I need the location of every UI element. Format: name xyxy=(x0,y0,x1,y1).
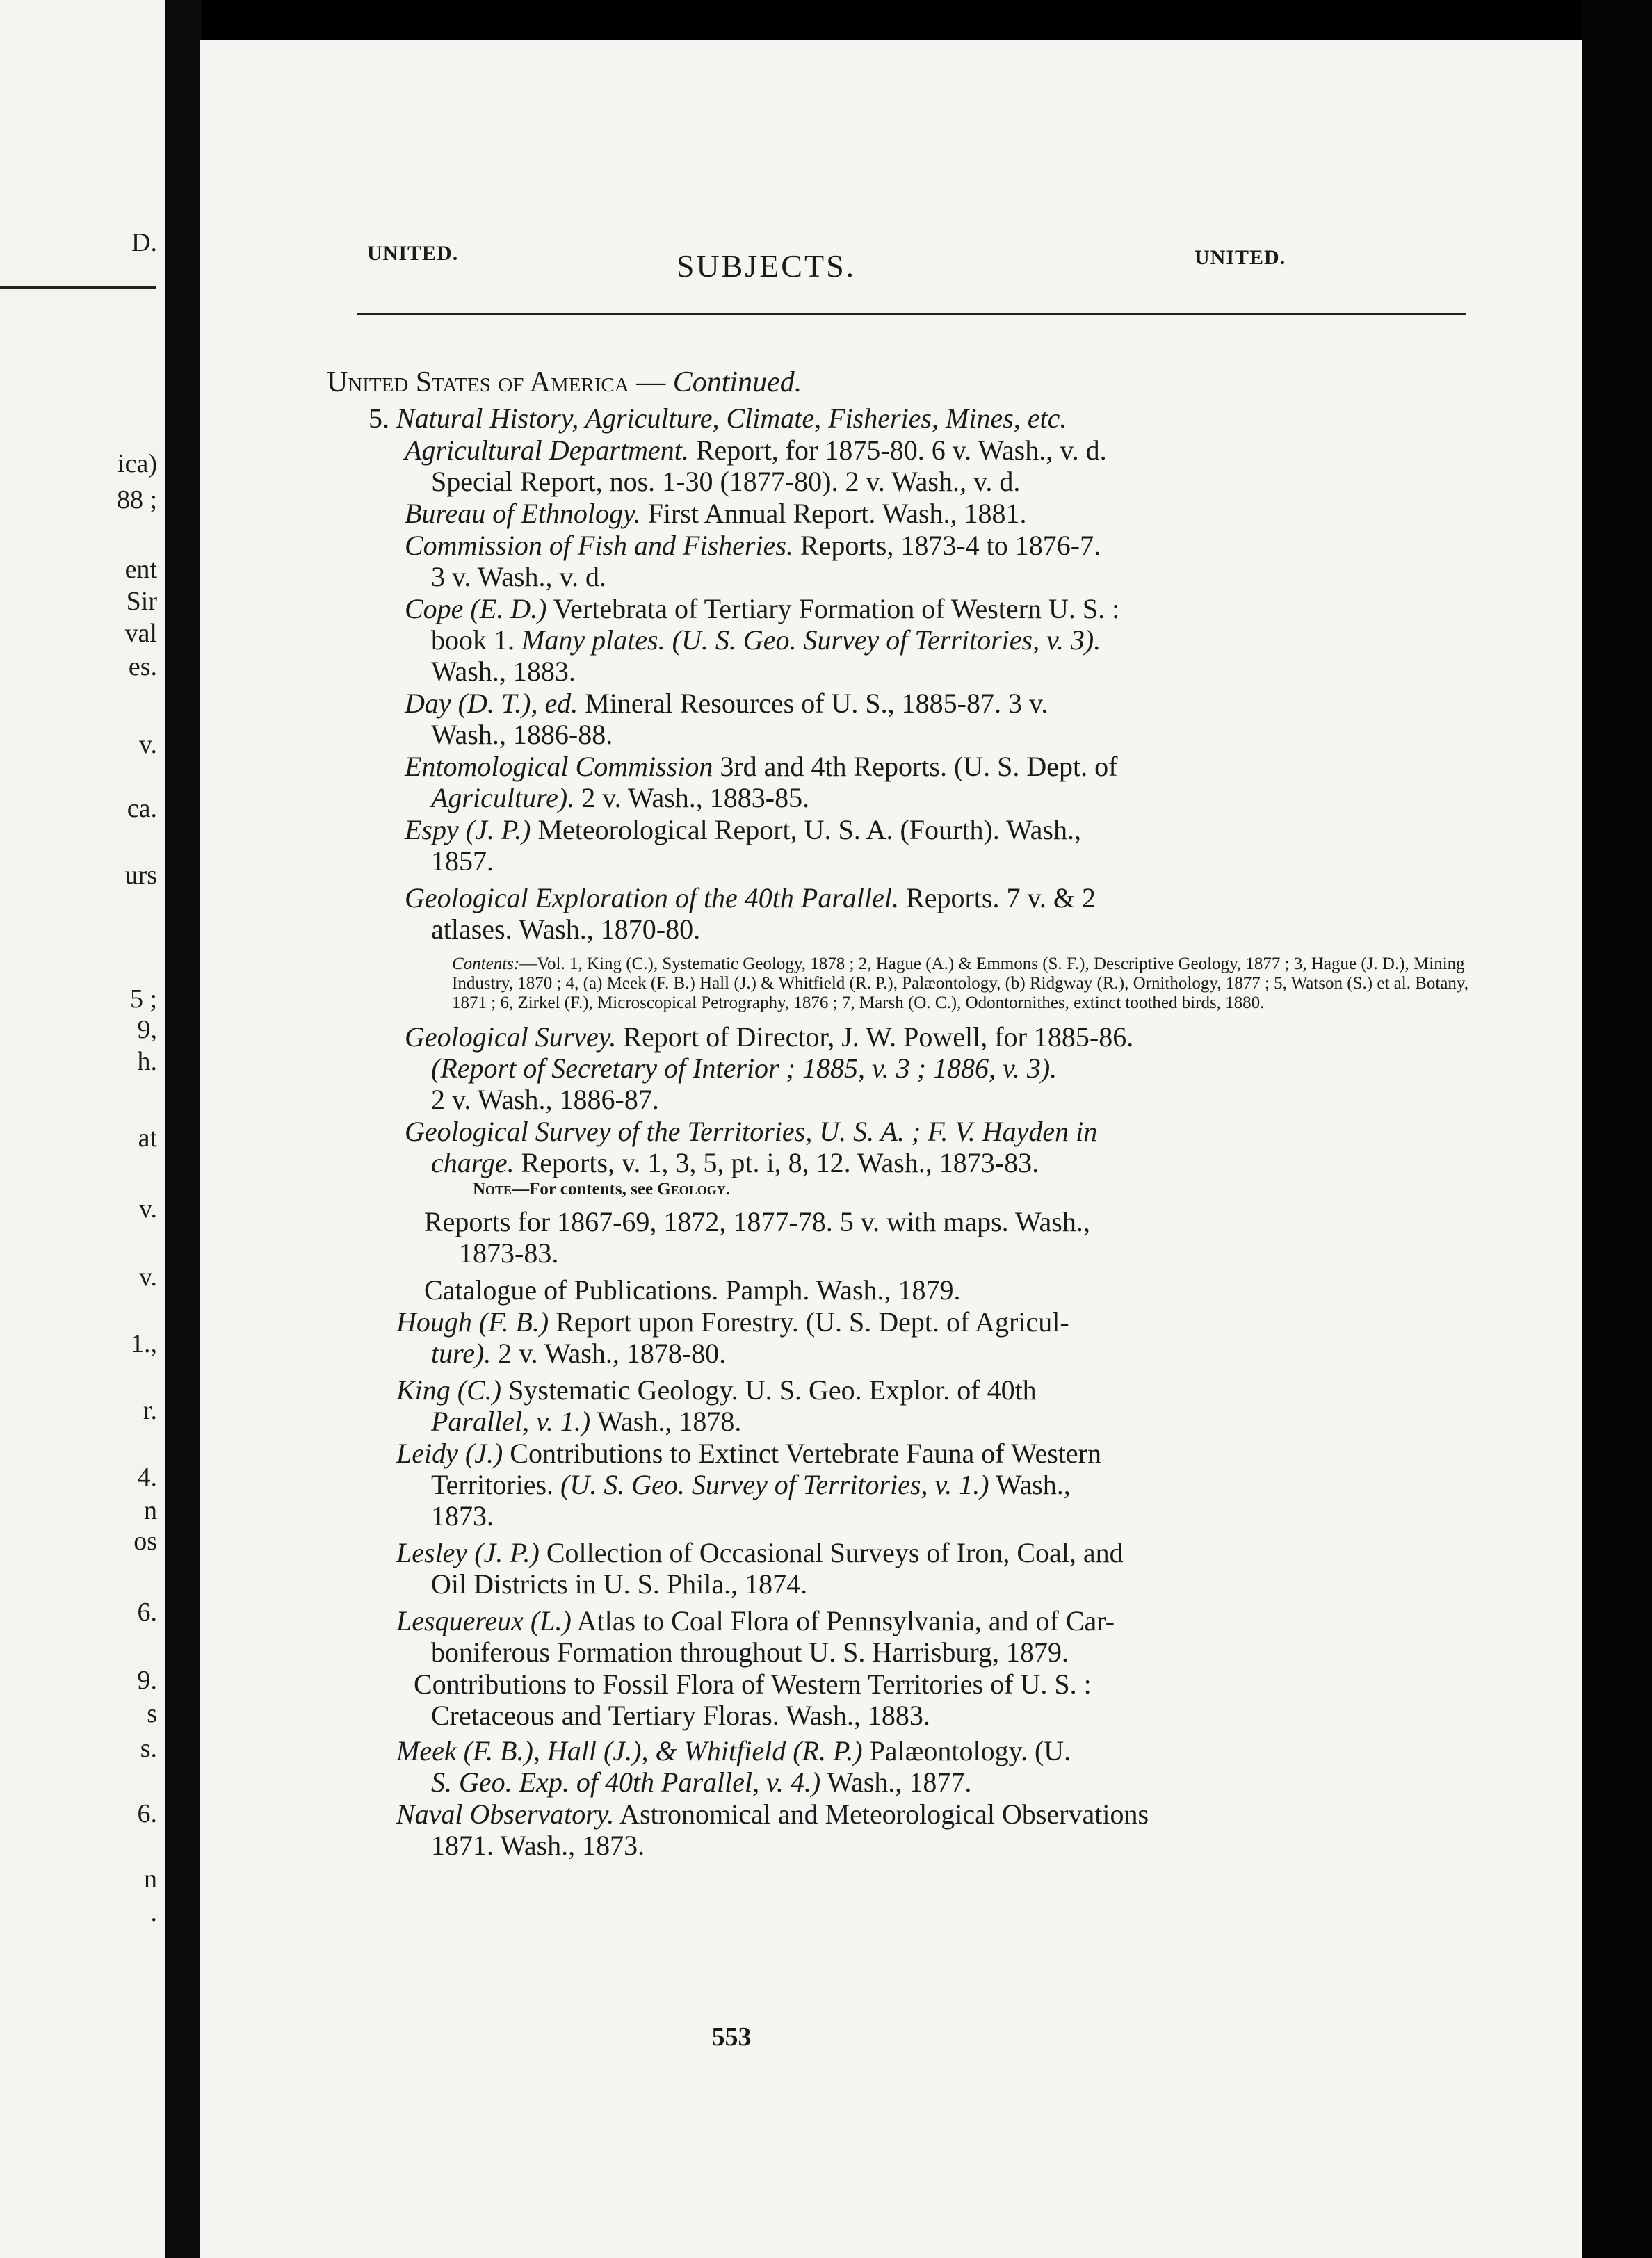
section-heading: 5. Natural History, Agriculture, Climate, Fisheries, Mines, etc. xyxy=(369,403,1067,434)
facing-page-text-fragment: at xyxy=(138,1123,157,1153)
running-head-left: UNITED. xyxy=(367,242,459,265)
entry-lesquereux: Lesquereux (L.) Atlas to Coal Flora of Pennsylvania, and of Car- xyxy=(396,1605,1115,1636)
facing-page-text-fragment: 6. xyxy=(137,1799,157,1828)
entry-reports: Reports for 1867-69, 1872, 1877-78. 5 v. with maps. Wash., xyxy=(424,1206,1090,1237)
facing-page-text-fragment: v. xyxy=(138,730,157,759)
facing-page-text-fragment: ica) xyxy=(118,449,157,478)
facing-page-text-fragment: r. xyxy=(143,1396,157,1425)
entry-continuation: Wash., 1883. xyxy=(431,656,576,687)
entry-continuation: 2 v. Wash., 1886-87. xyxy=(431,1084,659,1115)
facing-page-text-fragment: 1., xyxy=(131,1329,157,1358)
document-page xyxy=(200,40,1582,2258)
entry-continuation: (Report of Secretary of Interior ; 1885, v. 3 ; 1886, v. 3). xyxy=(431,1053,1058,1084)
entry-continuation: Cretaceous and Tertiary Floras. Wash., 1883. xyxy=(431,1700,930,1731)
entry-lesley: Lesley (J. P.) Collection of Occasional Surveys of Iron, Coal, and xyxy=(396,1537,1124,1568)
entry-hough: Hough (F. B.) Report upon Forestry. (U. S. Dept. of Agricul- xyxy=(396,1306,1069,1338)
facing-page-text-fragment: n xyxy=(144,1496,157,1525)
page-number: 553 xyxy=(711,2022,752,2052)
entry-catalogue: Catalogue of Publications. Pamph. Wash., 1879. xyxy=(424,1274,961,1306)
facing-page-text-fragment: s xyxy=(147,1699,157,1728)
facing-page-text-fragment: . xyxy=(150,1898,157,1927)
note-line: Note—For contents, see Geology. xyxy=(473,1180,731,1199)
facing-page-text-fragment: 9. xyxy=(137,1666,157,1695)
facing-page-text-fragment: val xyxy=(124,619,157,648)
entry-continuation: atlases. Wash., 1870-80. xyxy=(431,913,701,945)
entry-contributions: Contributions to Fossil Flora of Western Territories of U. S. : xyxy=(414,1668,1092,1700)
entry-continuation: 1871. Wash., 1873. xyxy=(431,1830,645,1861)
entry-continuation: 1873. xyxy=(431,1500,494,1532)
entry-meek: Meek (F. B.), Hall (J.), & Whitfield (R. P.) Palæontology. (U. xyxy=(396,1735,1071,1766)
facing-page-text-fragment: 88 ; xyxy=(116,485,157,514)
entry-continuation: 1873-83. xyxy=(459,1237,559,1269)
facing-page-text-fragment: s. xyxy=(140,1734,157,1763)
facing-page-text-fragment: os xyxy=(133,1527,157,1556)
entry-leidy: Leidy (J.) Contributions to Extinct Vertebrate Fauna of Western xyxy=(396,1438,1101,1469)
entry-continuation: boniferous Formation throughout U. S. Harrisburg, 1879. xyxy=(431,1636,1069,1668)
facing-page-text-fragment: ent xyxy=(124,555,157,584)
entry-continuation: ture). 2 v. Wash., 1878-80. xyxy=(431,1338,727,1369)
facing-page-text-fragment: ca. xyxy=(127,794,157,823)
entry-espy: Espy (J. P.) Meteorological Report, U. S. A. (Fourth). Wash., xyxy=(405,814,1081,845)
entry-geological-survey-territories: Geological Survey of the Territories, U. S. A. ; F. V. Hayden in xyxy=(405,1116,1098,1147)
entry-continuation: Agriculture). 2 v. Wash., 1883-85. xyxy=(431,782,810,813)
header-rule xyxy=(357,313,1466,315)
facing-page-fragment xyxy=(0,0,165,2258)
entry-entomological: Entomological Commission 3rd and 4th Reports. (U. S. Dept. of xyxy=(405,751,1118,782)
entry-continuation: 3 v. Wash., v. d. xyxy=(431,561,606,592)
contents-note: Contents:—Vol. 1, King (C.), Systematic Geology, 1878 ; 2, Hague (A.) & Emmons (S. F.), Descriptive Geology, 1877 ; 3, Hague (J. D.), Mining Industry, 1870 ; 4, (a) Meek (F. B.) Hall (J.) & Whitfield (R. P.), Palæontology, (b) Ridgway (R.), Ornithology, 1877 ; 5, Watson (S.) et al. Botany, 1871 ; 6, Zirkel (F.), Microscopical Petrography, 1876 ; 7, Marsh (O. C.), Odontornithes, extinct toothed birds, 1880. xyxy=(452,955,1469,1012)
facing-page-text-fragment: 5 ; xyxy=(129,984,157,1014)
subject-heading: United States of America — Continued. xyxy=(327,366,802,398)
entry-commission-fish: Commission of Fish and Fisheries. Reports, 1873-4 to 1876-7. xyxy=(405,530,1101,561)
running-head-right: UNITED. xyxy=(1195,246,1286,269)
facing-page-text-fragment: v. xyxy=(138,1262,157,1292)
facing-page-text-fragment: 9, xyxy=(137,1015,157,1044)
entry-continuation: Special Report, nos. 1-30 (1877-80). 2 v. Wash., v. d. xyxy=(431,466,1021,497)
entry-agricultural-department: Agricultural Department. Report, for 1875-80. 6 v. Wash., v. d. xyxy=(405,434,1107,466)
facing-page-text-fragment: es. xyxy=(128,652,157,681)
facing-page-text-fragment: urs xyxy=(124,861,157,890)
entry-bureau-of-ethnology: Bureau of Ethnology. First Annual Report. Wash., 1881. xyxy=(405,498,1027,529)
facing-page-text-fragment: h. xyxy=(137,1047,157,1076)
entry-continuation: Parallel, v. 1.) Wash., 1878. xyxy=(431,1406,742,1437)
entry-day: Day (D. T.), ed. Mineral Resources of U. S., 1885-87. 3 v. xyxy=(405,688,1048,719)
index-content xyxy=(327,325,1474,1861)
running-head-title: SUBJECTS. xyxy=(676,248,857,284)
entry-continuation: Wash., 1886-88. xyxy=(431,719,613,750)
book-gutter xyxy=(165,0,202,2258)
entry-continuation: Oil Districts in U. S. Phila., 1874. xyxy=(431,1568,808,1600)
facing-page-text-fragment: n xyxy=(144,1865,157,1894)
entry-continuation: book 1. Many plates. (U. S. Geo. Survey of Territories, v. 3). xyxy=(431,624,1101,656)
entry-naval-observatory: Naval Observatory. Astronomical and Meteorological Observations xyxy=(396,1798,1149,1830)
facing-page-text-fragment: 6. xyxy=(137,1598,157,1627)
entry-continuation: charge. Reports, v. 1, 3, 5, pt. i, 8, 12. Wash., 1873-83. xyxy=(431,1147,1039,1178)
entry-continuation: 1857. xyxy=(431,845,494,877)
facing-page-text-fragment: v. xyxy=(138,1194,157,1224)
facing-page-text-fragment: 4. xyxy=(137,1463,157,1492)
facing-page-text-fragment: D. xyxy=(131,228,157,257)
entry-geological-exploration: Geological Exploration of the 40th Parallel. Reports. 7 v. & 2 xyxy=(405,882,1096,913)
scan-edge xyxy=(1582,0,1652,2258)
entry-geological-survey: Geological Survey. Report of Director, J. W. Powell, for 1885-86. xyxy=(405,1021,1134,1053)
facing-page-rule xyxy=(0,286,156,289)
facing-page-text-fragment: Sir xyxy=(126,587,157,616)
entry-continuation: S. Geo. Exp. of 40th Parallel, v. 4.) Wash., 1877. xyxy=(431,1766,972,1798)
entry-cope: Cope (E. D.) Vertebrata of Tertiary Formation of Western U. S. : xyxy=(405,593,1120,624)
entry-king: King (C.) Systematic Geology. U. S. Geo. Explor. of 40th xyxy=(396,1374,1037,1406)
entry-continuation: Territories. (U. S. Geo. Survey of Territories, v. 1.) Wash., xyxy=(431,1469,1071,1500)
